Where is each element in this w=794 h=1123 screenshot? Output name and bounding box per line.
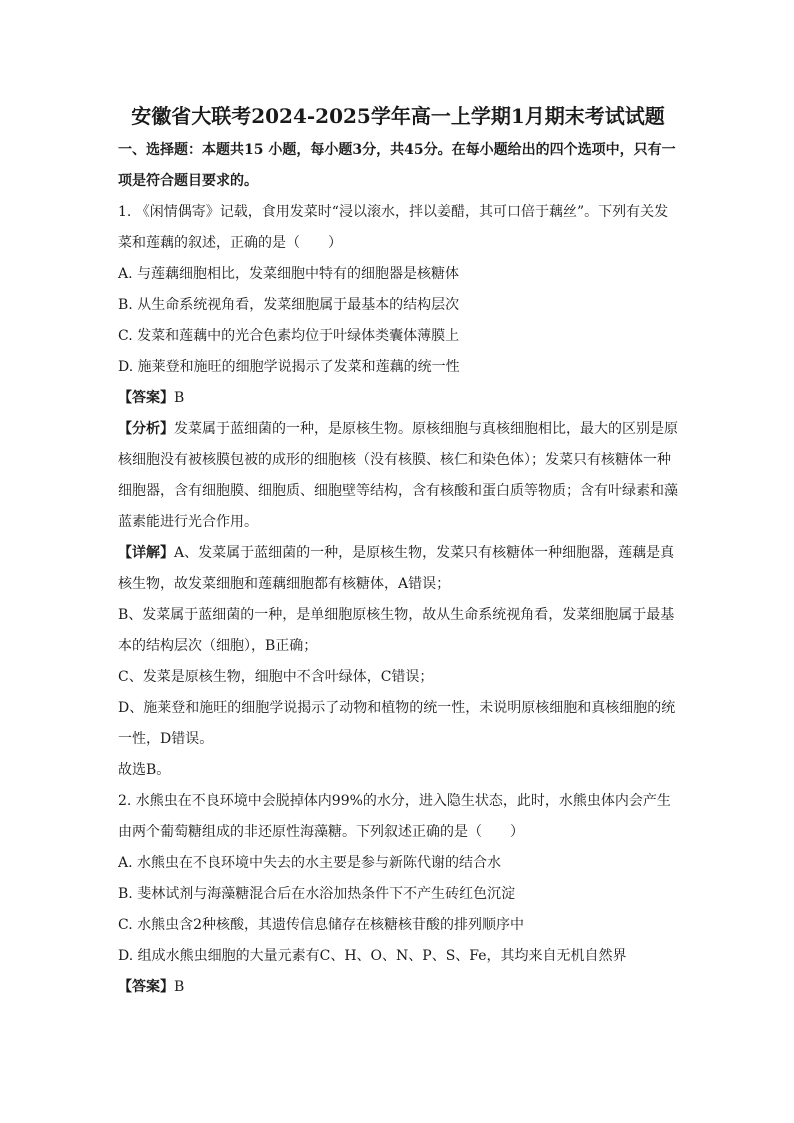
question-1 (118, 197, 678, 786)
answer-line (118, 972, 678, 1003)
option-a: A. 水熊虫在不良环境中失去的水主要是参与新陈代谢的结合水 (118, 855, 502, 871)
document-page (118, 100, 678, 1003)
question-2 (118, 786, 678, 1003)
detail-text: A、发菜属于蓝细菌的一种，是原核生物，发菜只有核糖体一种细胞器，莲藕是真核生物，故发菜细胞和莲藕细胞都有核糖体，A错误； (118, 545, 675, 592)
answer-value: B (174, 390, 185, 406)
option-d: D. 组成水熊虫细胞的大量元素有C、H、O、N、P、S、Fe，其均来自无机自然界 (118, 948, 627, 964)
answer-tag: 【答案】 (118, 979, 174, 995)
option-c: C. 发菜和莲藕中的光合色素均位于叶绿体类囊体薄膜上 (118, 328, 460, 344)
answer-tag: 【答案】 (118, 390, 174, 406)
analysis-text: 发菜属于蓝细菌的一种，是原核生物。原核细胞与真核细胞相比，最大的区别是原核细胞没有被核膜包被的成形的细胞核（没有核膜、核仁和染色体）；发菜只有核糖体一种细胞器，含有细胞膜、细胞质、细胞壁等结构，含有核酸和蛋白质等物质；含有叶绿素和藻蓝素能进行光合作用。 (118, 421, 678, 530)
document-title: 安徽省大联考2024-2025学年高一上学期1月期末考试试题 (131, 104, 665, 128)
section-heading: 一、选择题：本题共15 小题，每小题3分，共45分。在每小题给出的四个选项中，只有一项是符合题目要求的。 (118, 142, 676, 189)
detail-tag: 【详解】 (118, 545, 174, 561)
option-c: C. 水熊虫含2种核酸，其遗传信息储存在核糖核苷酸的排列顺序中 (118, 917, 525, 933)
detail-paragraph: D、施莱登和施旺的细胞学说揭示了动物和植物的统一性，未说明原核细胞和真核细胞的统一性，D错误。 (118, 700, 676, 747)
option-b: B. 从生命系统视角看，发菜细胞属于最基本的结构层次 (118, 297, 460, 313)
analysis-paragraph (118, 414, 678, 538)
question-stem-line: 由两个葡萄糖组成的非还原性海藻糖。下列叙述正确的是（ ） (118, 824, 524, 840)
question-stem-line: 2. 水熊虫在不良环境中会脱掉体内99%的水分，进入隐生状态，此时，水熊虫体内会产生 (118, 793, 671, 809)
question-stem-line: 菜和莲藕的叙述，正确的是（ ） (118, 235, 342, 251)
option-b: B. 斐林试剂与海藻糖混合后在水浴加热条件下不产生砖红色沉淀 (118, 886, 516, 902)
answer-value: B (174, 979, 185, 995)
question-stem-line: 1. 《闲情偶寄》记载，食用发菜时“浸以滚水，拌以姜醋，其可口倍于藕丝”。下列有关发 (118, 204, 669, 220)
detail-paragraph: C、发菜是原核生物，细胞中不含叶绿体，C错误； (118, 669, 434, 685)
detail-paragraph: B、发菜属于蓝细菌的一种，是单细胞原核生物，故从生命系统视角看，发菜细胞属于最基本的结构层次（细胞），B正确； (118, 607, 675, 654)
detail-paragraph (118, 538, 678, 600)
option-a: A. 与莲藕细胞相比，发菜细胞中特有的细胞器是核糖体 (118, 266, 460, 282)
answer-line (118, 383, 678, 414)
option-d: D. 施莱登和施旺的细胞学说揭示了发菜和莲藕的统一性 (118, 359, 460, 375)
analysis-tag: 【分析】 (118, 421, 174, 437)
conclusion-line: 故选B。 (118, 762, 171, 778)
